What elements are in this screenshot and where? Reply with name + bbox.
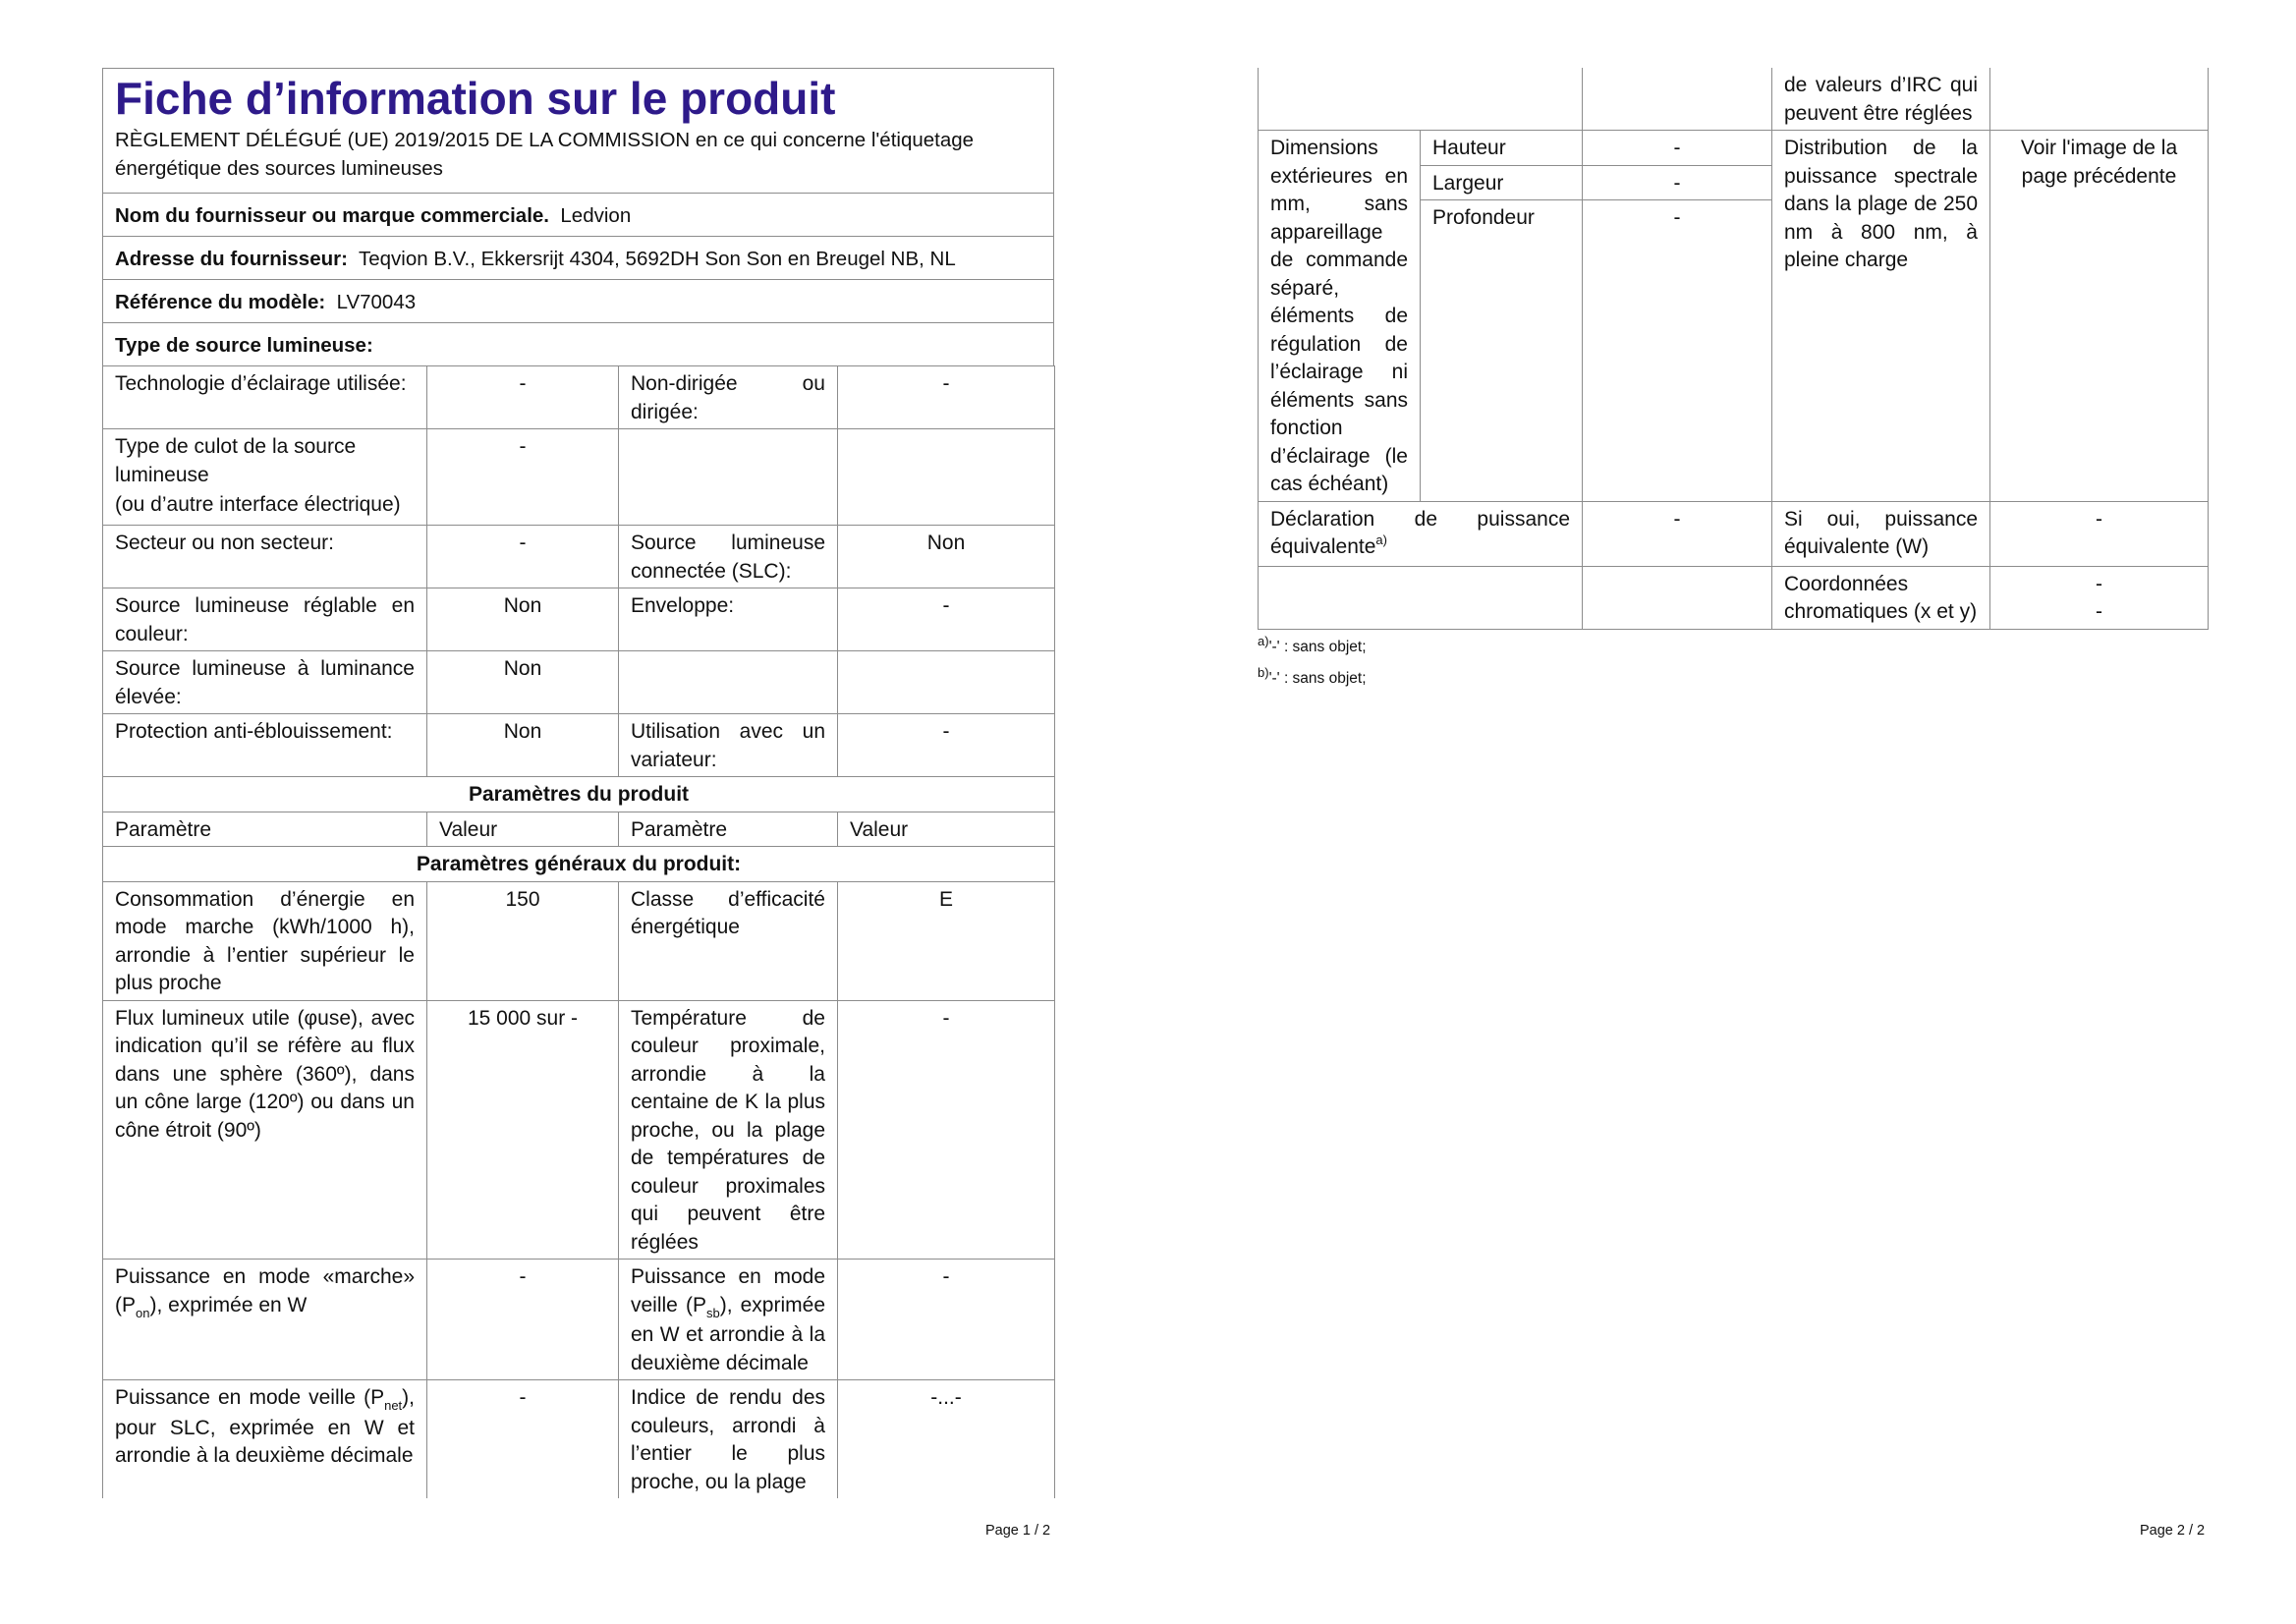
param-label: Non-dirigée ou dirigée: [619, 366, 838, 429]
param-label: Si oui, puissance équivalente (W) [1772, 501, 1990, 566]
param-value: - [838, 1000, 1055, 1260]
model-label: Référence du modèle: [115, 291, 326, 313]
param-value: - [427, 1260, 619, 1380]
header-box [102, 68, 1054, 365]
pon-label-a: Puissance en mode «marche» (P [115, 1265, 415, 1316]
param-label: Protection anti-éblouissement: [103, 714, 427, 777]
column-header: Paramètre [619, 812, 838, 847]
empty-cell [1583, 566, 1772, 629]
param-label: Température de couleur proximale, arrondie à la centaine de K la plus proche, ou la plage de températures de couleur proximales qui peuvent être réglées [619, 1000, 838, 1260]
column-header: Valeur [838, 812, 1055, 847]
param-label: Dimensions extérieures en mm, sans appareillage de commande séparé, éléments de régulation de l’éclairage ni éléments sans fonction d’éclairage (le cas échéant) [1259, 131, 1421, 502]
footnote-a-mark: a) [1258, 633, 1269, 648]
param-value: - [1990, 501, 2209, 566]
section-row [103, 777, 1055, 812]
param-label: Distribution de la puissance spectrale dans la plage de 250 nm à 800 nm, à pleine charge [1772, 131, 1990, 502]
table-row [103, 881, 1055, 1000]
supplier-address-label: Adresse du fournisseur: [115, 248, 348, 270]
param-label: Utilisation avec un variateur: [619, 714, 838, 777]
supplier-address-row [103, 237, 1053, 280]
param-value: - [838, 714, 1055, 777]
footnote-a-text: '-' : sans objet; [1268, 638, 1367, 655]
column-header: Paramètre [103, 812, 427, 847]
param-value: 150 [427, 881, 619, 1000]
table-row [103, 714, 1055, 777]
product-table-continued [1258, 68, 2209, 630]
param-value: - [427, 366, 619, 429]
param-label-line: (ou d’autre interface électrique) [115, 493, 401, 516]
param-value: - [427, 526, 619, 588]
param-label: Secteur ou non secteur: [103, 526, 427, 588]
table-row [1259, 501, 2209, 566]
page-2 [1258, 68, 2208, 689]
model-value: LV70043 [336, 291, 417, 313]
param-label: Source lumineuse réglable en couleur: [103, 588, 427, 651]
footnote-b-mark: b) [1258, 664, 1269, 680]
param-value: Non [838, 526, 1055, 588]
pon-label-sub: on [136, 1305, 150, 1320]
psb-label-b: ), exprimée en W et arrondie à la deuxième décimale [631, 1293, 825, 1374]
table-row [103, 1000, 1055, 1260]
pnet-label-sub: net [384, 1398, 403, 1413]
supplier-address-value: Teqvion B.V., Ekkersrijt 4304, 5692DH Son Son en Breugel NB, NL [358, 248, 956, 270]
table-row [103, 651, 1055, 714]
table-row [1259, 131, 2209, 166]
psb-label-a: Puissance en mode veille (P [631, 1265, 825, 1316]
param-label [103, 429, 427, 526]
page-number: Page 1 / 2 [985, 1523, 1051, 1539]
empty-cell [1259, 68, 1583, 131]
supplier-name-row [103, 194, 1053, 237]
table-row [103, 366, 1055, 429]
source-type-label: Type de source lumineuse: [115, 334, 373, 357]
param-value: - [838, 1260, 1055, 1380]
footnote-b-text: '-' : sans objet; [1268, 669, 1367, 687]
general-params-title: Paramètres généraux du produit: [103, 847, 1055, 882]
param-value: - [838, 588, 1055, 651]
param-value [838, 429, 1055, 526]
chroma-x-value: - [2096, 572, 2102, 595]
param-label: Enveloppe: [619, 588, 838, 651]
pnet-label-a: Puissance en mode veille (P [115, 1386, 385, 1409]
footnote-b [1258, 664, 2208, 689]
param-value: Non [427, 714, 619, 777]
page-1 [102, 68, 1054, 1498]
param-label: Indice de rendu des couleurs, arrondi à l’entier le plus proche, ou la plage [619, 1380, 838, 1499]
model-row [103, 280, 1053, 323]
psb-label-sub: sb [705, 1305, 720, 1320]
param-value: Non [427, 588, 619, 651]
equiv-sup: a) [1375, 532, 1387, 547]
table-row [103, 526, 1055, 588]
param-label [619, 1260, 838, 1380]
pon-label-b: ), exprimée en W [149, 1293, 308, 1316]
param-label: Flux lumineux utile (φuse), avec indication qu’il se réfère au flux dans une sphère (360º), dans un cône large (120º) ou dans un cône étroit (90º) [103, 1000, 427, 1260]
page-title: Fiche d’information sur le produit [115, 73, 836, 124]
page-number: Page 2 / 2 [2140, 1523, 2206, 1539]
empty-cell [1583, 68, 1772, 131]
supplier-name-value: Ledvion [560, 204, 632, 227]
param-label-line: Type de culot de la source lumineuse [115, 435, 357, 486]
product-params-title: Paramètres du produit [103, 777, 1055, 812]
param-value: 15 000 sur - [427, 1000, 619, 1260]
param-label: Technologie d’éclairage utilisée: [103, 366, 427, 429]
footnote-a [1258, 633, 2208, 657]
param-label [619, 651, 838, 714]
table-row [103, 429, 1055, 526]
dim-value: - [1583, 131, 1772, 166]
param-value: Voir l'image de la page précédente [1990, 131, 2209, 502]
section-row [103, 847, 1055, 882]
chroma-y-value: - [2096, 600, 2102, 623]
regulation-text: RÈGLEMENT DÉLÉGUÉ (UE) 2019/2015 DE LA COMMISSION en ce qui concerne l'étiquetage énergétique des sources lumineuses [103, 126, 1053, 194]
column-header: Valeur [427, 812, 619, 847]
param-label: de valeurs d’IRC qui peuvent être réglées [1772, 68, 1990, 131]
empty-cell [1259, 566, 1583, 629]
param-value: - [1583, 501, 1772, 566]
param-label: Coordonnées chromatiques (x et y) [1772, 566, 1990, 629]
param-value: E [838, 881, 1055, 1000]
dim-label: Largeur [1421, 165, 1583, 200]
param-label: Source lumineuse connectée (SLC): [619, 526, 838, 588]
empty-cell [1990, 68, 2209, 131]
dim-value: - [1583, 165, 1772, 200]
equiv-label: Déclaration de puissance équivalente [1270, 507, 1570, 558]
dim-label: Hauteur [1421, 131, 1583, 166]
table-row [103, 1380, 1055, 1499]
column-header-row [103, 812, 1055, 847]
param-label [619, 429, 838, 526]
param-label: Consommation d’énergie en mode marche (kWh/1000 h), arrondie à l’entier supérieur le plus proche [103, 881, 427, 1000]
param-value: - [427, 1380, 619, 1499]
param-label [1259, 501, 1583, 566]
pnet-label-b: ), pour SLC, exprimée en W et arrondie à la deuxième décimale [115, 1386, 415, 1467]
product-table [102, 365, 1055, 1498]
param-value: - [427, 429, 619, 526]
param-label [103, 1260, 427, 1380]
dim-label: Profondeur [1421, 200, 1583, 501]
dim-value: - [1583, 200, 1772, 501]
param-value: -...- [838, 1380, 1055, 1499]
param-value: Non [427, 651, 619, 714]
table-row [1259, 68, 2209, 131]
param-value [838, 651, 1055, 714]
param-label: Classe d’efficacité énergétique [619, 881, 838, 1000]
table-row [103, 1260, 1055, 1380]
supplier-name-label: Nom du fournisseur ou marque commerciale. [115, 204, 549, 227]
param-label [103, 1380, 427, 1499]
param-value [1990, 566, 2209, 629]
table-row [1259, 566, 2209, 629]
table-row [103, 588, 1055, 651]
param-value: - [838, 366, 1055, 429]
param-label: Source lumineuse à luminance élevée: [103, 651, 427, 714]
